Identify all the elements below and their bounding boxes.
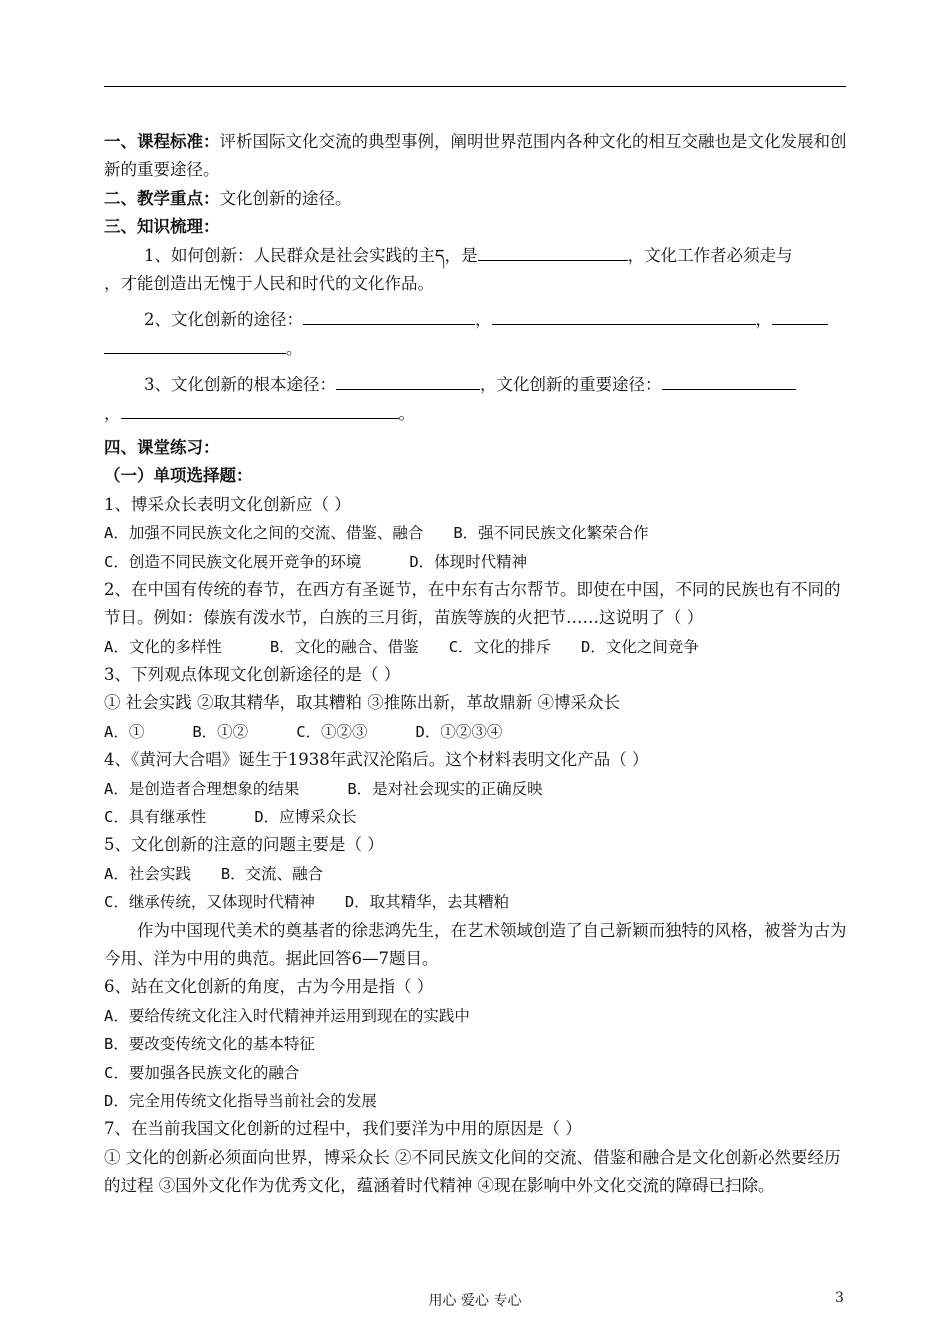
option-c: C．文化的排斥 (448, 637, 552, 656)
fill-blank[interactable] (478, 244, 628, 261)
option-c: C．创造不同民族文化展开竞争的环境 (104, 552, 362, 571)
option-d: D．应博采众长 (254, 808, 357, 827)
question-5-stem: 5、文化创新的注意的问题主要是（ ） (104, 835, 384, 855)
section-text: 文化创新的途径。 (219, 188, 352, 208)
header-rule (104, 86, 846, 87)
fill-blank[interactable] (336, 373, 480, 390)
fill-blank[interactable] (104, 337, 286, 354)
option-b: B．要改变传统文化的基本特征 (104, 1035, 315, 1054)
knowledge-item-3: 3、文化创新的根本途径： ，文化创新的重要途径： (104, 371, 850, 399)
option-a: A．是创造者合理想象的结果 (104, 779, 300, 798)
knowledge-item-1: 1、如何创新：人民群众是社会实践的主ད，是 ，文化工作者必须走与 (144, 245, 793, 265)
fill-blank[interactable] (492, 308, 756, 325)
question-5-options-cd (104, 888, 850, 916)
option-c: C．继承传统，又体现时代精神 (104, 893, 315, 912)
option-d: D．取其精华，去其糟粕 (344, 893, 510, 912)
section-text: 评析国际文化交流的典型事例，阐明世界范围内各种文化的相互交融也是文化发展和创新的重要途径。 (104, 132, 847, 180)
section-key-point (104, 185, 850, 213)
option-b: B．①② (192, 722, 249, 741)
document-body (104, 128, 850, 1201)
footer-motto: 用心 爱心 专心 (428, 1293, 522, 1309)
option-a: A．要给传统文化注入时代精神并运用到现在的实践中 (104, 1006, 470, 1025)
fill-blank[interactable] (303, 308, 475, 325)
page-number: 3 (835, 1290, 844, 1306)
option-c: C．具有继承性 (104, 808, 207, 827)
question-3-options (104, 718, 850, 746)
section-practice-heading: 四、课堂练习： (104, 437, 220, 457)
knowledge-item-2: 2、文化创新的途径： ， ， (104, 306, 850, 334)
option-b: B．交流、融合 (220, 864, 324, 883)
question-1-options-ab (104, 519, 850, 547)
option-c: C．要加强各民族文化的融合 (104, 1063, 300, 1082)
question-2-options (104, 633, 850, 661)
question-1-stem: 1、博采众长表明文化创新应（ ） (104, 494, 351, 514)
option-a: A．文化的多样性 (104, 637, 222, 656)
section-label: 二、教学重点： (104, 188, 220, 208)
question-6-stem: 6、站在文化创新的角度，古为今用是指（ ） (104, 977, 434, 997)
option-a: A．① (104, 722, 145, 741)
fill-blank[interactable] (121, 402, 399, 419)
question-3-items: ① 社会实践 ②取其精华，取其糟粕 ③推陈出新，革故鼎新 ④博采众长 (104, 693, 620, 713)
question-2-stem: 2、在中国有传统的春节，在西方有圣诞节，在中东有古尔帮节。即使在中国，不同的民族也有不同的节日。例如：傣族有泼水节，白族的三月街，苗族等族的火把节……这说明了（ ） (104, 579, 841, 628)
section-knowledge-heading: 三、知识梳理： (104, 217, 220, 237)
question-4-options-ab (104, 775, 850, 803)
reading-passage: 作为中国现代美术的奠基者的徐悲鸿先生，在艺术领域创造了自己新颖而独特的风格，被誉为古为今用、洋为中用的典范。据此回答6—7题目。 (104, 920, 847, 969)
question-4-options-cd (104, 803, 850, 831)
question-4-stem: 4、《黄河大合唱》诞生于1938年武汉沦陷后。这个材料表明文化产品（ ） (104, 750, 649, 770)
option-c: C．①②③ (296, 722, 368, 741)
fill-blank[interactable] (772, 308, 828, 325)
question-7-statements: ① 文化的创新必须面向世界，博采众长 ②不同民族文化间的交流、借鉴和融合是文化创新必然要经历的过程 ③国外文化作为优秀文化，蕴涵着时代精神 ④现在影响中外文化交流的障碍已扫除。 (104, 1147, 841, 1196)
fill-blank[interactable] (662, 373, 796, 390)
option-b: B．文化的融合、借鉴 (269, 637, 419, 656)
stray-glyph: ད (435, 245, 445, 265)
question-1-options-cd (104, 548, 850, 576)
knowledge-item-2-cont: 。 (104, 335, 850, 363)
option-a: A．加强不同民族文化之间的交流、借鉴、融合 (104, 524, 424, 543)
option-d: D．完全用传统文化指导当前社会的发展 (104, 1091, 377, 1110)
option-d: D．文化之间竞争 (581, 637, 699, 656)
knowledge-item-1-cont: ，才能创造出无愧于人民和时代的文化作品。 (104, 273, 434, 293)
knowledge-item-3-cont: ， 。 (104, 403, 415, 423)
question-5-options-ab (104, 860, 850, 888)
subsection-single-choice: （一）单项选择题： (104, 466, 253, 486)
section-curriculum-standard (104, 128, 850, 185)
question-3-stem: 3、下列观点体现文化创新途径的是（ ） (104, 665, 401, 685)
section-label: 一、课程标准： (104, 132, 220, 151)
option-b: B．是对社会现实的正确反映 (347, 779, 543, 798)
question-7-stem: 7、在当前我国文化创新的过程中，我们要洋为中用的原因是（ ） (104, 1119, 582, 1139)
option-a: A．社会实践 (104, 864, 191, 883)
option-d: D．体现时代精神 (409, 552, 528, 571)
option-d: D．①②③④ (415, 722, 503, 741)
option-b: B．强不同民族文化繁荣合作 (453, 524, 649, 543)
